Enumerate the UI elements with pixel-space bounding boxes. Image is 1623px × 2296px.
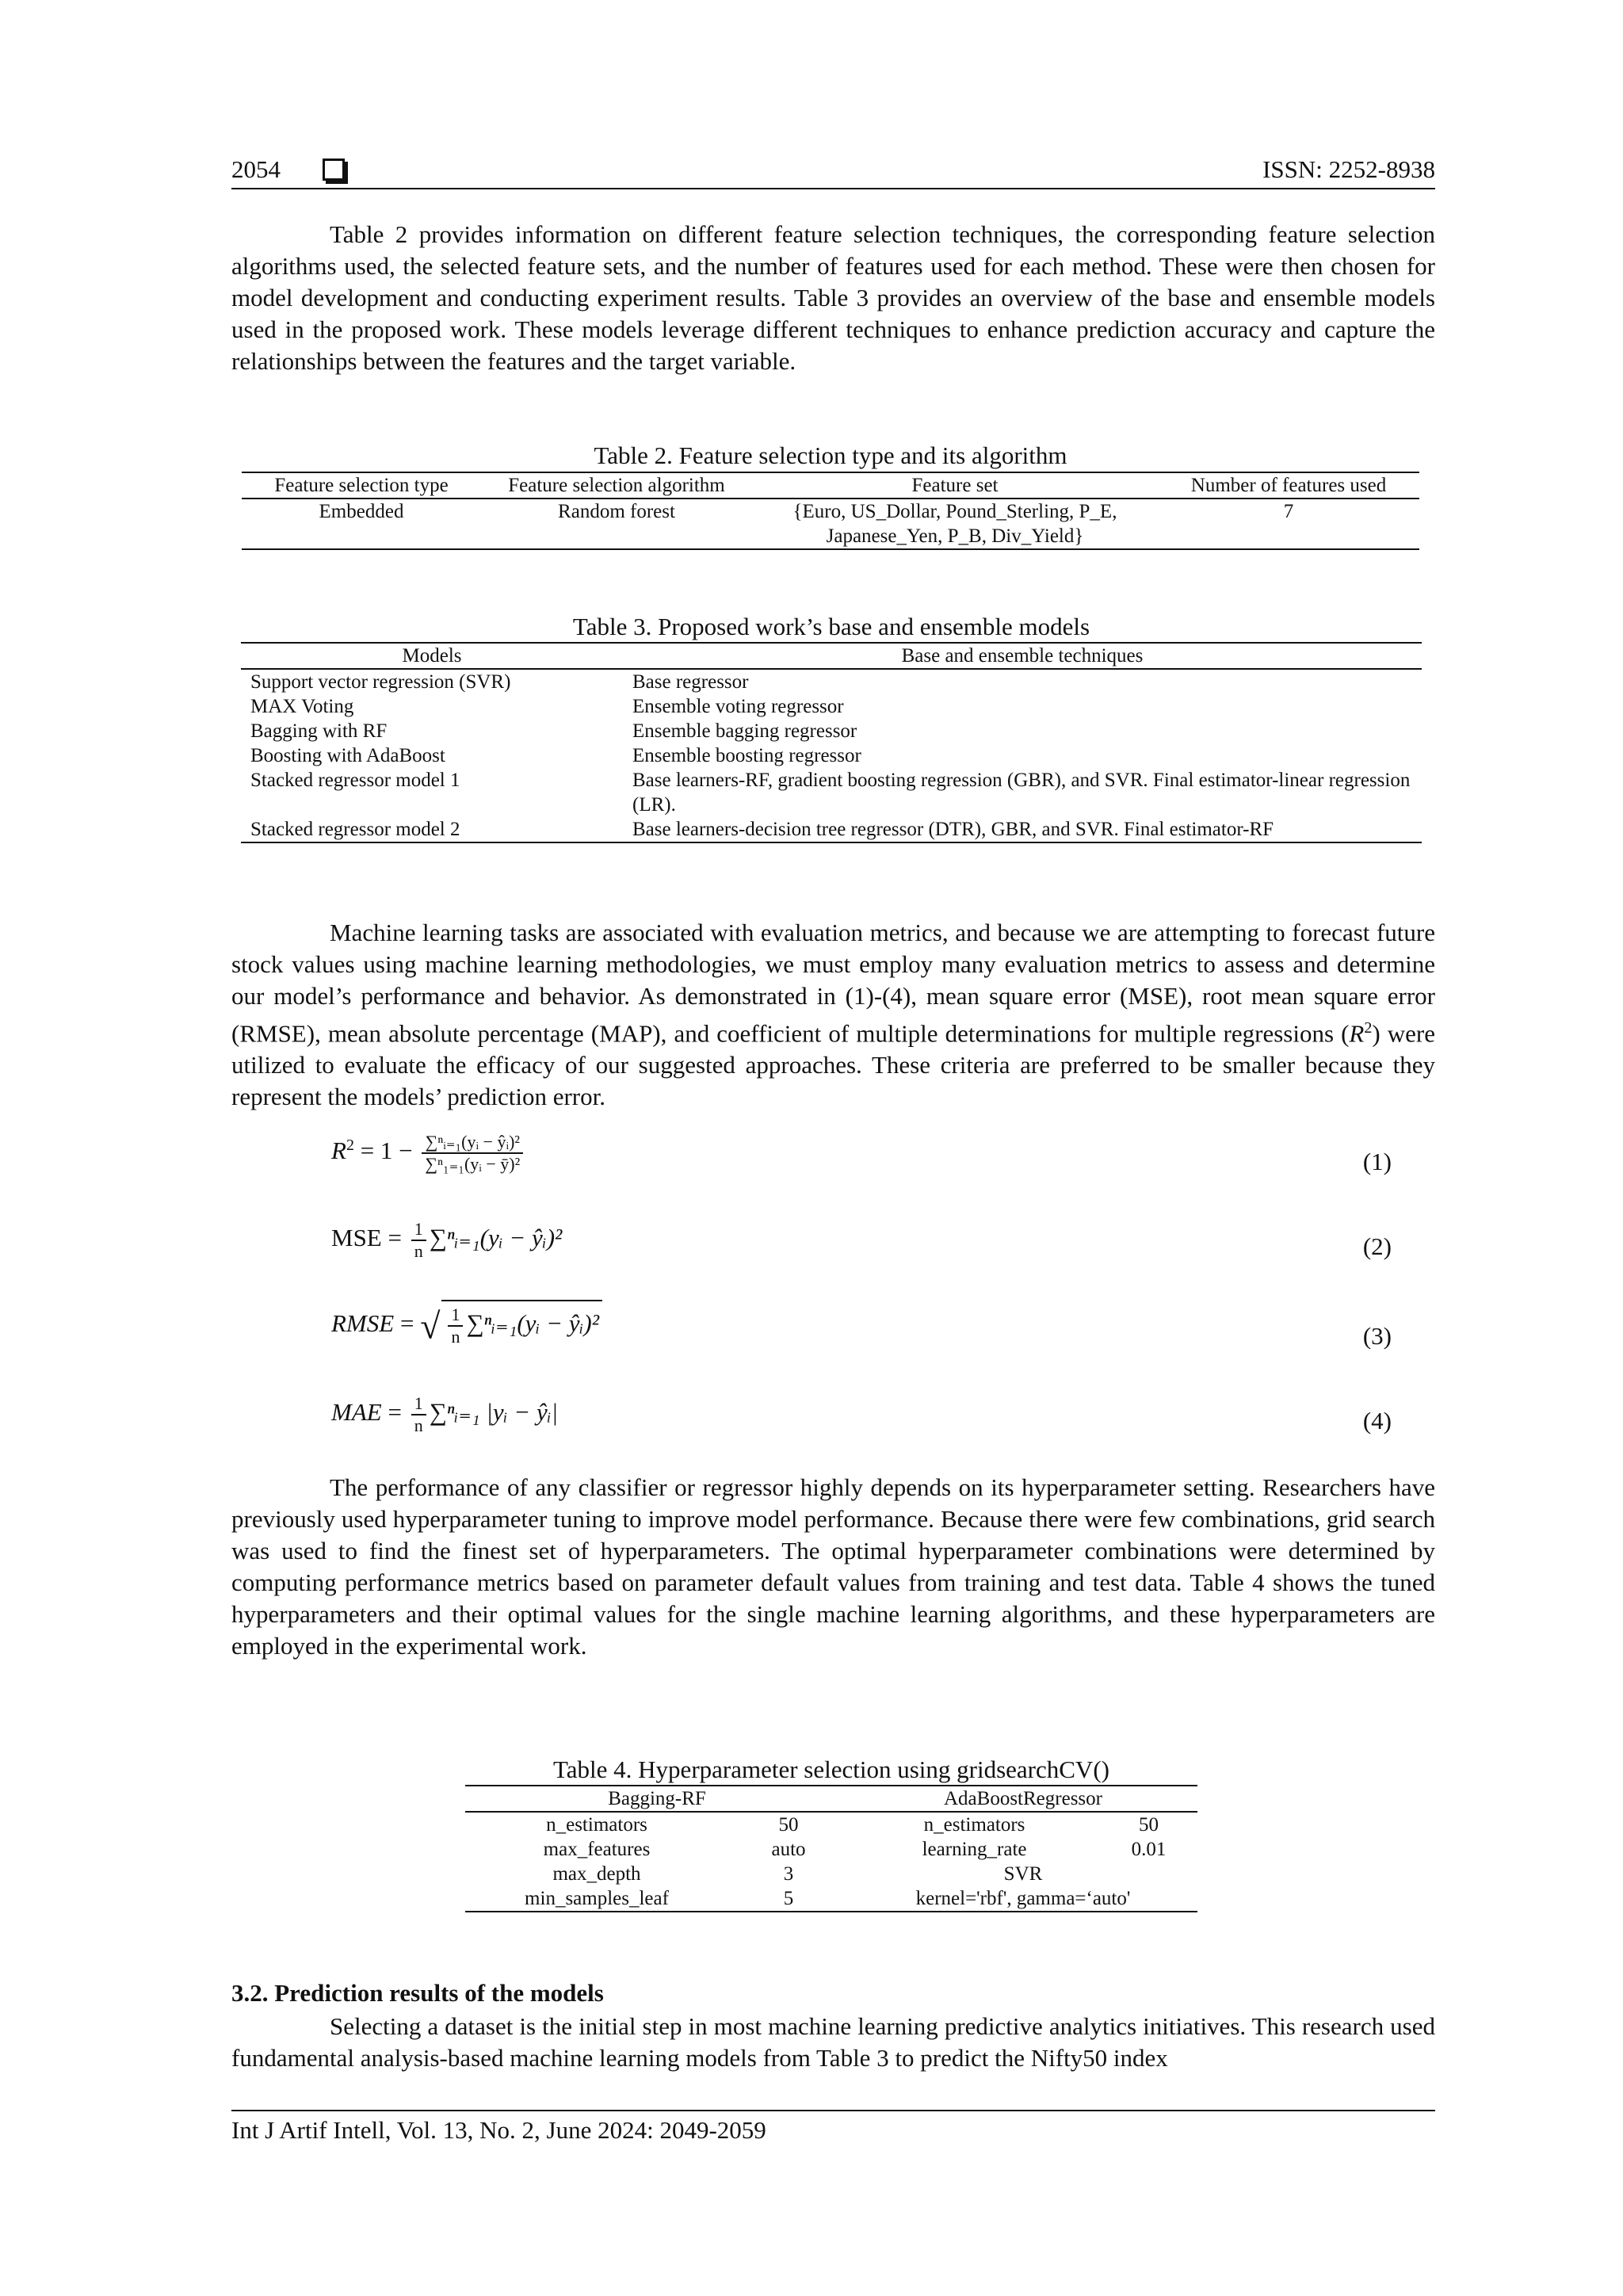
page-number: 2054: [231, 155, 281, 183]
table4-cell: min_samples_leaf: [525, 1888, 669, 1909]
eq4-rhs: ∑ⁿᵢ₌₁ |yᵢ − ŷᵢ|: [429, 1398, 559, 1427]
table4-cell: 0.01: [1131, 1839, 1167, 1860]
eq2-numerator: 1: [411, 1219, 426, 1241]
issn-label: ISSN: 2252-8938: [1262, 155, 1435, 183]
table2-header: Feature selection type: [242, 472, 481, 499]
page-header: [231, 155, 1435, 187]
r2-symbol: R: [1349, 1019, 1365, 1048]
table3-header: Models: [241, 643, 623, 669]
eq4-numerator: 1: [411, 1393, 426, 1415]
table2-caption: Table 2. Feature selection type and its algorithm: [594, 441, 1067, 469]
table-row: [242, 499, 1419, 549]
header-rule: [231, 188, 1435, 189]
table2-header: Feature selection algorithm: [481, 472, 752, 499]
table4-caption: Table 4. Hyperparameter selection using gridsearchCV(): [553, 1755, 1109, 1783]
eq4-equals: =: [388, 1398, 402, 1427]
table4-cell: max_depth: [552, 1863, 641, 1885]
table-row: [465, 1837, 1197, 1862]
table3-cell: Ensemble boosting regressor: [632, 745, 861, 766]
table-row: [241, 817, 1422, 842]
table4-cell: 5: [783, 1888, 794, 1909]
paragraph-intro: Table 2 provides information on different feature selection techniques, the corresponding feature selection algorithms used, the selected feature sets, and the number of features used for each method. These were then chosen for model development and conducting experiment results. Table 3 provides an overview of the base and ensemble models used in the proposed work. These models leverage different techniques to enhance prediction accuracy and capture the relationships between the features and the target variable.: [231, 220, 1435, 375]
table4: [465, 1785, 1197, 1912]
table2-cell: Embedded: [319, 501, 404, 522]
table4-cell: SVR: [1003, 1863, 1043, 1885]
table3-cell: Stacked regressor model 2: [250, 819, 460, 840]
table2-cell: 7: [1283, 501, 1294, 522]
eq4-denominator: n: [414, 1415, 423, 1435]
paragraph-metrics-part2: ) were utilized to evaluate the efficacy of our suggested approaches. These criteria are preferred to be smaller because they represent the models’ prediction error.: [231, 1019, 1435, 1111]
feature-set-line: {Euro, US_Dollar, Pound_Sterling, P_E,: [792, 501, 1117, 522]
table2: [242, 472, 1419, 550]
equation-r2: $R^2 = 1$ − $\frac{\text{∑ⁿᵢ₌₁(yᵢ − ŷᵢ)²}}{\text{∑ⁿ₁₌₁(yᵢ − ȳ)²}}$: [331, 1132, 526, 1175]
eq4-lhs: MAE: [331, 1398, 382, 1427]
eq1-lhs: R: [331, 1137, 346, 1165]
table4-header: Bagging-RF: [465, 1786, 849, 1812]
table4-cell: auto: [771, 1839, 806, 1860]
table4-cell: n_estimators: [546, 1814, 647, 1836]
eq4-fraction: [411, 1393, 426, 1436]
section-heading: 3.2. Prediction results of the models: [231, 1979, 604, 2007]
table-row: [241, 743, 1422, 768]
table3-cell: Ensemble voting regressor: [632, 696, 844, 717]
table3-cell: Base regressor: [632, 671, 749, 693]
table-row: [465, 1886, 1197, 1912]
eq3-lhs: RMSE: [331, 1309, 395, 1338]
eq1-fraction: [422, 1132, 523, 1175]
eq1-numerator: ∑ⁿᵢ₌₁(yᵢ − ŷᵢ)²: [422, 1132, 523, 1154]
eq3-denominator: n: [451, 1327, 460, 1347]
table3-header: Base and ensemble techniques: [623, 643, 1422, 669]
eq3-equals: =: [399, 1309, 414, 1338]
eq1-denominator: ∑ⁿ₁₌₁(yᵢ − ȳ)²: [425, 1154, 521, 1174]
table4-cell: learning_rate: [922, 1839, 1027, 1860]
eq3-fraction: [448, 1305, 463, 1347]
table-row: [241, 768, 1422, 817]
sqrt-icon: √: [420, 1305, 441, 1347]
page-footer: Int J Artif Intell, Vol. 13, No. 2, June 2024: 2049-2059: [231, 2116, 766, 2144]
square-bullet-icon: [323, 159, 345, 181]
eq3-numerator: 1: [448, 1305, 463, 1327]
table-row: [241, 694, 1422, 719]
table2-header: Feature set: [752, 472, 1158, 499]
equation-rmse: [331, 1300, 602, 1347]
table3-cell: Stacked regressor model 1: [250, 770, 460, 791]
table3-cell: Boosting with AdaBoost: [250, 745, 445, 766]
table4-cell: kernel='rbf', gamma=‘auto': [915, 1888, 1131, 1909]
table3-cell: Base learners-decision tree regressor (DTR), GBR, and SVR. Final estimator-RF: [632, 819, 1274, 840]
table4-cell: n_estimators: [923, 1814, 1025, 1836]
equation-number: (3): [1362, 1322, 1392, 1350]
table4-cell: max_features: [543, 1839, 651, 1860]
table4-cell: 50: [778, 1814, 799, 1836]
table4-cell: 50: [1139, 1814, 1159, 1836]
paragraph-metrics: Machine learning tasks are associated with evaluation metrics, and because we are attempting to forecast future stock values using machine learning methodologies, we must employ many evaluation metrics to assess and determine our model’s performance and behavior. As demonstrated in (1)-(4), mean square error (MSE), root mean square error (RMSE), mean absolute percentage (MAP), and coefficient of multiple determinations for multiple regressions $(R^2)$ were utilized to evaluate the efficacy of our suggested approaches. These criteria are preferred to be smaller because they represent the models’ prediction error.: [231, 919, 1435, 1111]
equation-mae: [331, 1393, 558, 1436]
table2-cell-feature-set: [752, 499, 1158, 549]
footer-rule: [231, 2110, 1435, 2111]
table4-header: AdaBoostRegressor: [849, 1786, 1197, 1812]
table-row: [241, 669, 1422, 694]
table2-header: Number of features used: [1158, 472, 1419, 499]
table3-cell: MAX Voting: [250, 696, 354, 717]
eq2-lhs: MSE =: [331, 1224, 402, 1252]
table4-cell: 3: [783, 1863, 794, 1885]
table3-caption: Table 3. Proposed work’s base and ensemble models: [572, 613, 1090, 640]
eq3-rhs: ∑ⁿᵢ₌₁(yᵢ − ŷᵢ)²: [466, 1309, 600, 1338]
eq2-fraction: [411, 1219, 426, 1262]
table3-cell: Ensemble bagging regressor: [632, 720, 857, 742]
paragraph-hyperparameters: The performance of any classifier or regressor highly depends on its hyperparameter setting. Researchers have previously used hyperparameter tuning to improve model performance. Because there were few combinations, grid search was used to find the finest set of hyperparameters. The optimal hyperparameter combinations were determined by computing performance metrics based on parameter default values from training and test data. Table 4 shows the tuned hyperparameters and their optimal values for the single machine learning algorithms, and these hyperparameters are employed in the experimental work.: [231, 1473, 1435, 1660]
paragraph-dataset: Selecting a dataset is the initial step in most machine learning predictive analytics initiatives. This research used fundamental analysis-based machine learning models from Table 3 to predict the Nifty50 index: [231, 2012, 1435, 2072]
equation-mse: [331, 1219, 562, 1262]
table-row: [241, 719, 1422, 743]
table3-cell: Support vector regression (SVR): [250, 671, 511, 693]
eq2-denominator: n: [414, 1241, 423, 1261]
table3-cell: Bagging with RF: [250, 720, 388, 742]
equation-number: (2): [1362, 1232, 1392, 1260]
table-row: [465, 1862, 1197, 1886]
eq3-radicand: [441, 1300, 602, 1347]
eq1-relation: = 1 −: [360, 1137, 413, 1165]
equation-number: (4): [1362, 1407, 1392, 1435]
table2-cell: Random forest: [558, 501, 675, 522]
equation-number: (1): [1362, 1148, 1392, 1175]
table3-cell: Base learners-RF, gradient boosting regression (GBR), and SVR. Final estimator-linear regression (LR).: [632, 770, 1411, 816]
feature-set-line: Japanese_Yen, P_B, Div_Yield}: [826, 525, 1084, 547]
eq2-rhs: ∑ⁿᵢ₌₁(yᵢ − ŷᵢ)²: [429, 1224, 563, 1252]
paragraph-metrics-part1: Machine learning tasks are associated with evaluation metrics, and because we are attempting to forecast future stock values using machine learning methodologies, we must employ many evaluation metrics to assess and determine our model’s performance and behavior. As demonstrated in (1)-(4), mean square error (MSE), root mean square error (RMSE), mean absolute percentage (MAP), and coefficient of multiple determinations for multiple regressions (: [231, 919, 1435, 1048]
table3: [241, 642, 1422, 843]
table-row: [465, 1812, 1197, 1837]
